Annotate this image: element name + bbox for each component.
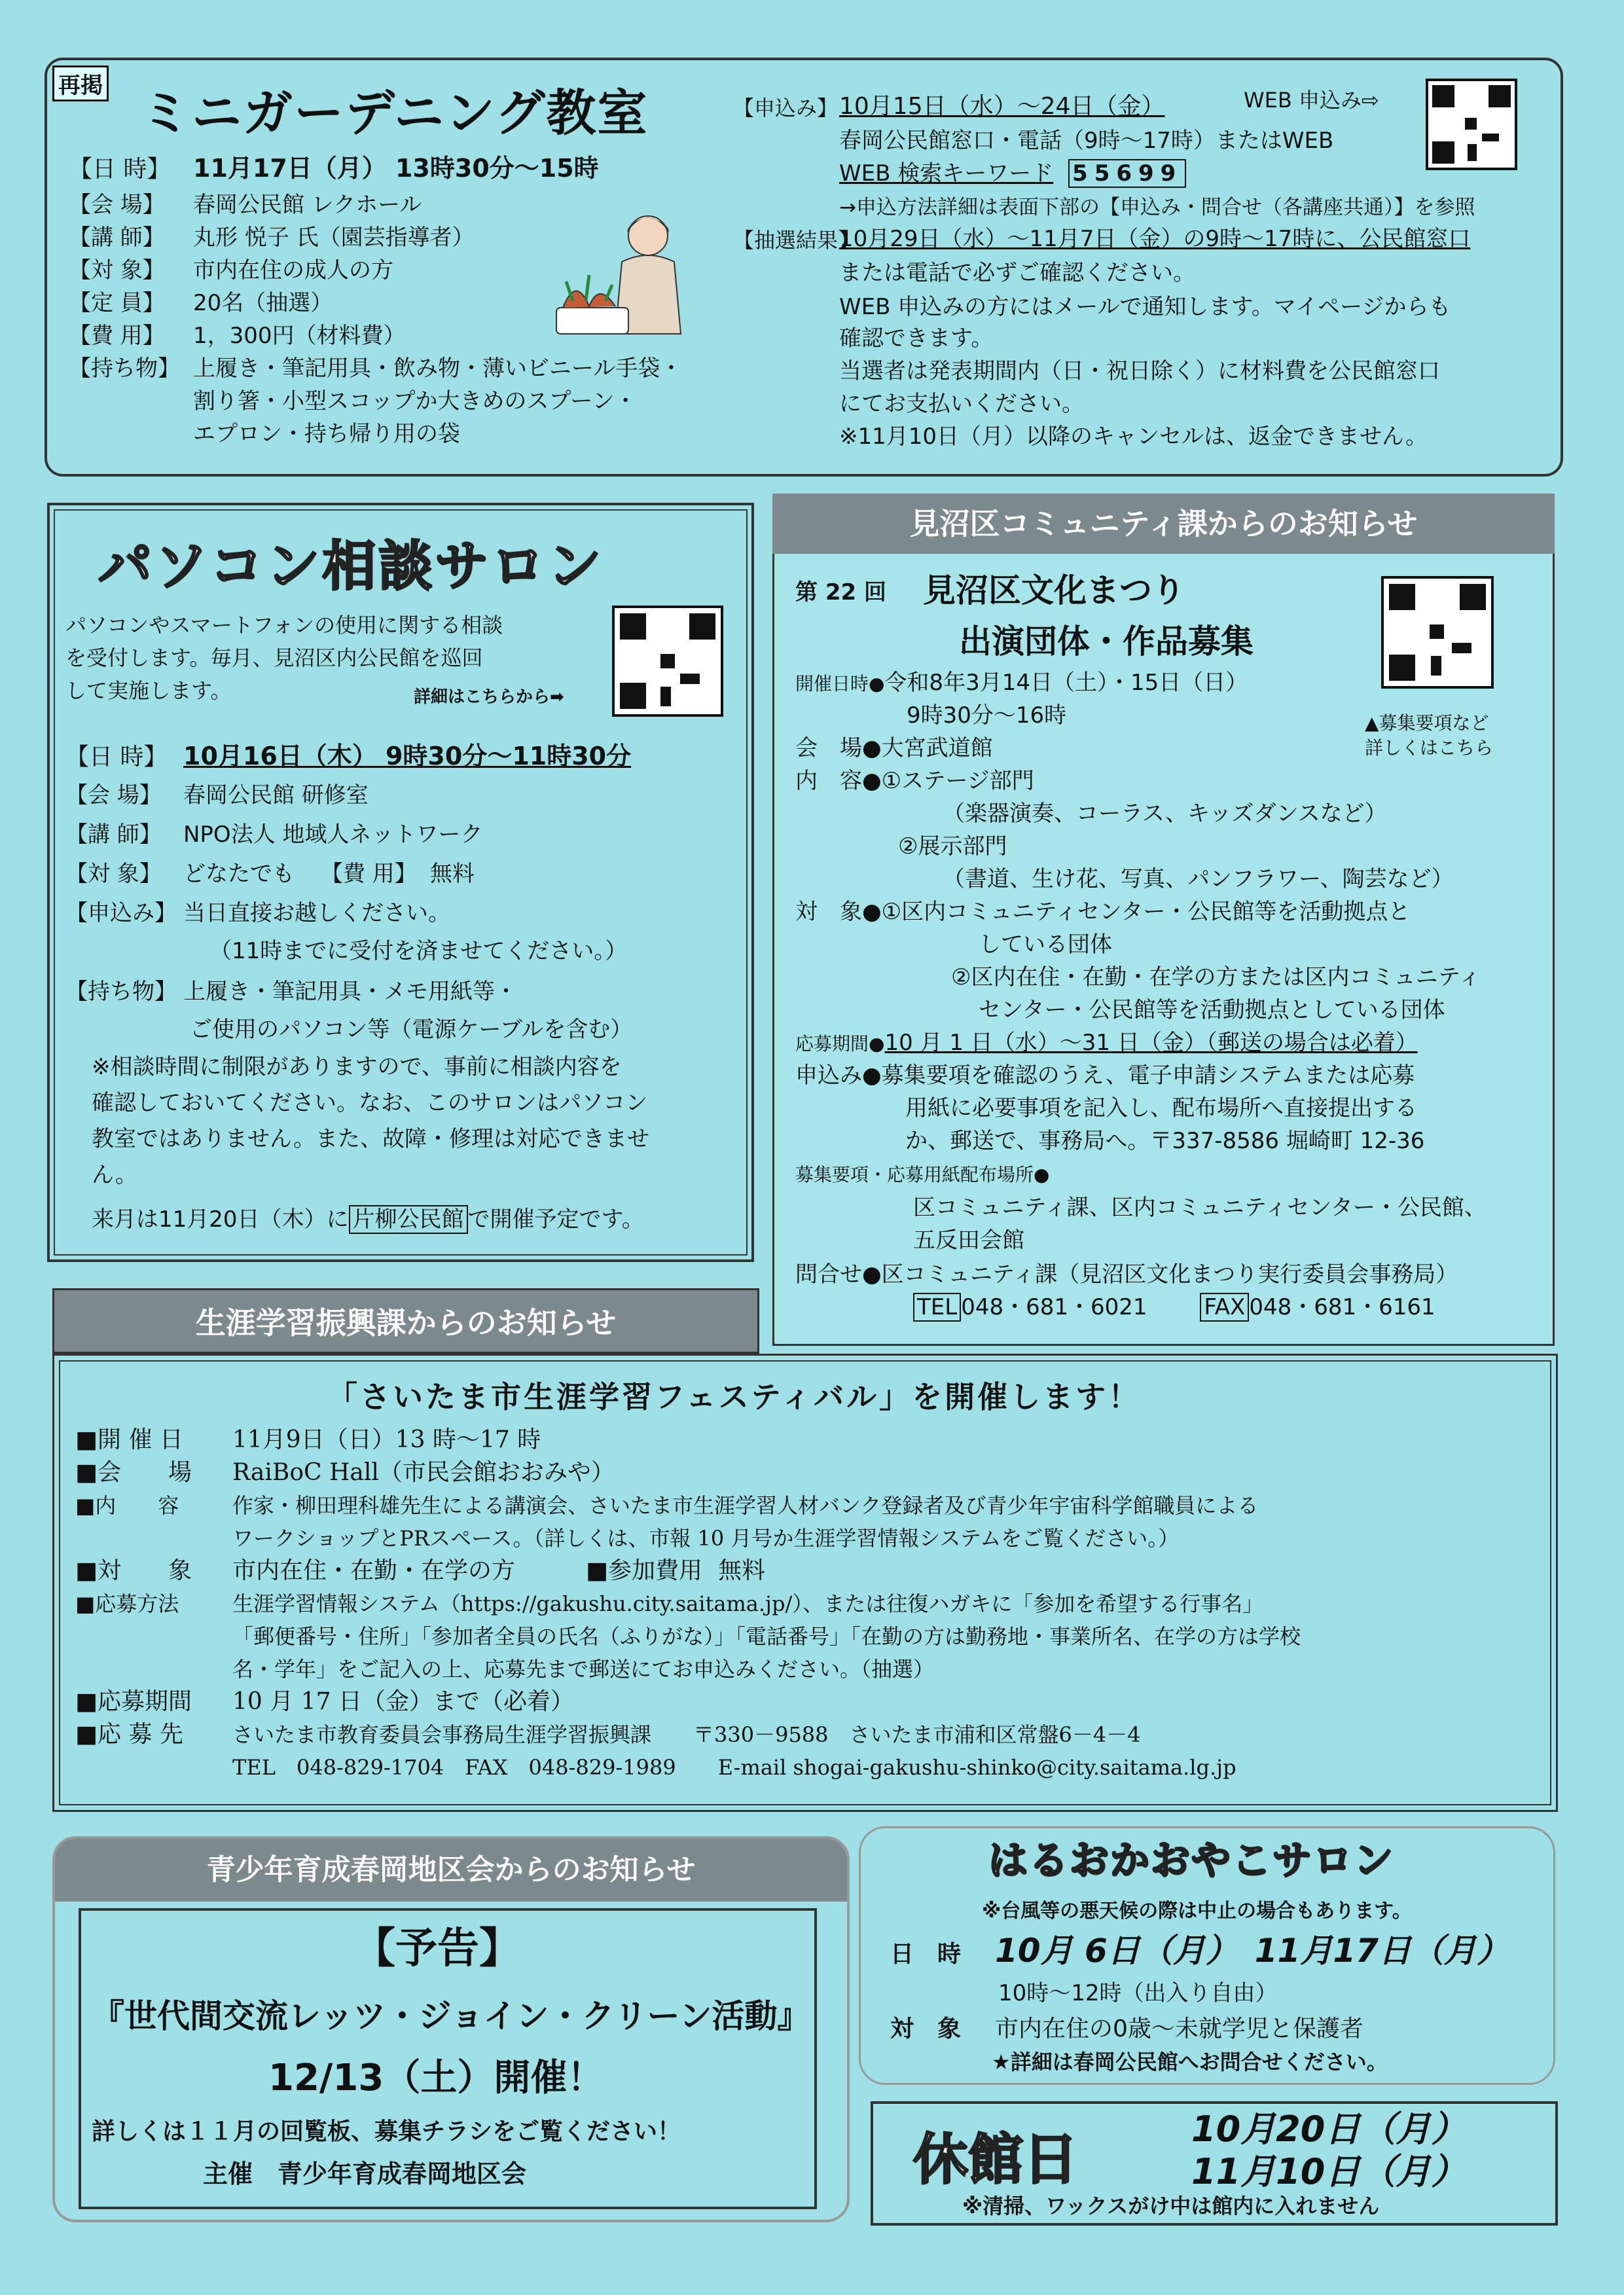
lifelong-destination: さいたま市教育委員会事務局生涯学習振興課 〒330－9588 さいたま市浦和区常盤6－4－4: [232, 1722, 1141, 1747]
label: 日 時: [890, 1941, 962, 1968]
gardening-venue: 春岡公民館 レクホール: [193, 192, 422, 218]
gardening-capacity: 20名（抽選）: [193, 290, 333, 316]
community-fax: 048・681・6161: [1249, 1294, 1435, 1320]
closed-date-2: 11月10日（月）: [1191, 2151, 1467, 2192]
community-content-2-detail: （書道、生け花、写真、パンフラワー、陶芸など）: [943, 866, 1454, 892]
youth-header: 青少年育成春岡地区会からのお知らせ: [55, 1839, 847, 1902]
label: 対 象: [890, 2015, 962, 2042]
label: ■開 催 日: [75, 1426, 183, 1453]
pc-items-2: ご使用のパソコン等（電源ケーブルを含む）: [190, 1017, 633, 1043]
community-target-1a: ①区内コミュニティセンター・公民館等を活動拠点と: [881, 899, 1411, 925]
label: 【対 象】: [65, 861, 162, 887]
pc-date: 10月16日（木） 9時30分～11時30分: [183, 742, 632, 770]
community-target-2a: ②区内在住・在勤・在学の方または区内コミュニティ: [951, 964, 1481, 990]
apply-note: →申込方法詳細は表面下部の【申込み・問合せ（各講座共通）】を参照: [839, 196, 1475, 219]
pc-target: どなたでも: [183, 861, 295, 887]
community-contact: 区コミュニティ課（見沼区文化まつり実行委員会事務局）: [881, 1261, 1458, 1288]
pc-details-link[interactable]: 詳細はこちらから➡: [414, 687, 564, 707]
pc-note-1: ※相談時間に制限がありますので、事前に相談内容を: [92, 1054, 622, 1080]
lottery-line2: または電話で必ずご確認ください。: [839, 260, 1195, 286]
lottery-line4: 確認できます。: [839, 325, 994, 352]
pc-intro-2: を受付します。毎月、見沼区内公民館を巡回: [65, 645, 483, 670]
pc-salon-title: パソコン相談サロン: [98, 535, 604, 598]
community-content-1-detail: （楽器演奏、コーラス、キッズダンスなど）: [943, 801, 1387, 827]
lifelong-content-1: 作家・柳田理科雄先生による講演会、さいたま市生涯学習人材バンク登録者及び青少年宇宙科学館職員による: [232, 1493, 1259, 1518]
apply-label: 【申込み】: [733, 96, 839, 120]
label: 会 場●: [795, 735, 882, 761]
gardening-lecturer: 丸形 悦子 氏（園芸指導者）: [193, 225, 475, 251]
fax-label: FAX: [1200, 1293, 1249, 1322]
pc-next-pre: 来月は11月20日（木）に: [92, 1206, 349, 1233]
pc-note-4: ん。: [92, 1162, 138, 1188]
label: ■応募期間: [75, 1688, 192, 1715]
pc-venue: 春岡公民館 研修室: [183, 782, 369, 808]
gardening-items-cont1: 割り箸・小型スコップか大きめのスプーン・: [193, 388, 637, 414]
pc-apply: 当日直接お越しください。: [183, 900, 450, 926]
label: 問合せ●: [795, 1261, 882, 1288]
community-title-1: 見沼区文化まつり: [923, 571, 1185, 609]
lottery-line7: ※11月10日（月）以降のキャンセルは、返金できません。: [839, 424, 1428, 450]
label: 【定 員】: [69, 290, 165, 316]
lifelong-target: 市内在住・在勤・在学の方: [232, 1557, 516, 1584]
closed-days-title: 休館日: [913, 2127, 1079, 2192]
label: 【申込み】: [65, 900, 177, 926]
label: ■対 象: [75, 1557, 192, 1584]
youth-detail: 詳しくは１１月の回覧板、募集チラシをご覧ください！: [92, 2118, 681, 2145]
label: ■参加費用: [586, 1557, 703, 1584]
label: 【講 師】: [65, 822, 162, 848]
label: 【費 用】: [69, 323, 165, 349]
label: 【日 時】: [69, 156, 171, 183]
gardening-items-cont2: エプロン・持ち帰り用の袋: [193, 421, 460, 447]
apply-date: 10月15日（水）～24日（金）: [839, 93, 1165, 120]
community-qr-note-2: 詳しくはこちら: [1365, 737, 1494, 759]
community-content-1: ①ステージ部門: [881, 768, 1034, 794]
label: 応募期間●: [795, 1033, 885, 1055]
gardening-items: 上履き・筆記用具・飲み物・薄いビニール手袋・: [193, 355, 683, 382]
community-title-2: 出演団体・作品募集: [959, 623, 1254, 660]
label: ■応募方法: [75, 1591, 179, 1616]
community-header: 見沼区コミュニティ課からのお知らせ: [772, 494, 1555, 554]
youth-host: 主催 青少年育成春岡地区会: [203, 2159, 527, 2188]
label: 【対 象】: [69, 257, 165, 283]
web-keyword: 55699: [1068, 159, 1186, 188]
lifelong-method-1: 生涯学習情報システム（https://gakushu.city.saitama.jp/）、または往復ハガキに「参加を希望する行事名」: [232, 1591, 1264, 1616]
pc-next-post: で開催予定です。: [467, 1206, 644, 1233]
community-target-2b: センター・公民館等を活動拠点としている団体: [979, 997, 1445, 1023]
community-dist-label: 募集要項・応募用紙配布場所●: [795, 1164, 1050, 1185]
oyako-target: 市内在住の0歳～未就学児と保護者: [995, 2015, 1363, 2042]
community-apply-3: か、郵送で、事務局へ。〒337-8586 堀崎町 12-36: [905, 1128, 1425, 1154]
pc-intro-3: して実施します。: [65, 678, 232, 703]
label: 【持ち物】: [65, 979, 177, 1005]
label: ■会 場: [75, 1459, 192, 1486]
community-venue: 大宮武道館: [881, 735, 993, 761]
label: ■内 容: [75, 1493, 179, 1518]
youth-event: 『世代間交流レッツ・ジョイン・クリーン活動』: [92, 1997, 810, 2035]
pc-apply-note: （11時までに受付を済ませてください。）: [209, 938, 628, 964]
web-apply-label: WEB 申込み⇨: [1244, 88, 1379, 113]
web-keyword-label: WEB 検索キーワード: [839, 160, 1054, 187]
label: 【会 場】: [69, 192, 165, 218]
oyako-inquiry: ★詳細は春岡公民館へお問合せください。: [992, 2050, 1388, 2074]
lifelong-fee: 無料: [718, 1557, 766, 1584]
lifelong-contact: TEL 048-829-1704 FAX 048-829-1989 E-mail shogai-gakushu-shinko@city.saitama.lg.jp: [232, 1755, 1236, 1780]
lottery-line5: 当選者は発表期間内（日・祝日除く）に材料費を公民館窓口: [839, 358, 1440, 384]
lottery-line1: 10月29日（水）～11月7日（金）の9時～17時に、公民館窓口: [839, 226, 1471, 252]
label: 【日 時】: [65, 744, 168, 770]
community-time: 9時30分～16時: [907, 702, 1067, 729]
lifelong-method-2: 「郵便番号・住所」「参加者全員の氏名（ふりがな）」「電話番号」「在勤の方は勤務地・事業所名、在学の方は学校: [232, 1624, 1301, 1649]
community-dist-2: 五反田会館: [913, 1227, 1024, 1254]
pc-qr-code[interactable]: [612, 605, 723, 717]
lifelong-date: 11月9日（日）13 時～17 時: [232, 1426, 541, 1453]
community-edition: 第 22 回: [795, 579, 886, 605]
gardening-date: 11月17日（月） 13時30分～15時: [193, 154, 599, 183]
oyako-time: 10時～12時（出入り自由）: [998, 1980, 1278, 2006]
community-qr-note-1: ▲募集要項など: [1365, 712, 1489, 734]
label: 申込み●: [795, 1062, 882, 1089]
community-qr-code[interactable]: [1381, 576, 1494, 689]
label: 開催日時●: [795, 673, 885, 695]
youth-notice: 【予告】: [353, 1925, 521, 1973]
lifelong-title: 「さいたま市生涯学習フェスティバル」を開催します！: [327, 1379, 1142, 1415]
community-content-2: ②展示部門: [898, 833, 1007, 859]
community-period: 10 月 1 日（水）～31 日（金）（郵送の場合は必着）: [884, 1030, 1418, 1056]
lifelong-period: 10 月 17 日（金）まで（必着）: [232, 1688, 574, 1715]
label: 【費 用】: [321, 861, 417, 887]
community-apply-1: 募集要項を確認のうえ、電子申請システムまたは応募: [881, 1062, 1415, 1089]
closed-note: ※清掃、ワックスがけ中は館内に入れません: [962, 2194, 1380, 2218]
gardening-target: 市内在住の成人の方: [193, 257, 393, 283]
gardening-illustration: [550, 196, 694, 340]
label: 【会 場】: [65, 782, 162, 808]
community-apply-2: 用紙に必要事項を記入し、配布場所へ直接提出する: [905, 1095, 1417, 1121]
label: 内 容●: [795, 768, 882, 794]
closed-date-1: 10月20日（月）: [1191, 2108, 1467, 2150]
apply-method: 春岡公民館窓口・電話（9時～17時）またはWEB: [839, 128, 1334, 154]
tel-label: TEL: [913, 1293, 961, 1322]
gardening-qr-code[interactable]: [1426, 79, 1517, 170]
community-tel: 048・681・6021: [961, 1294, 1147, 1320]
pc-note-3: 教室ではありません。また、故障・修理は対応できませ: [92, 1126, 650, 1152]
community-dist-1: 区コミュニティ課、区内コミュニティセンター・公民館、: [913, 1195, 1487, 1221]
label: 対 象●: [795, 899, 882, 925]
label: 【講 師】: [69, 225, 165, 251]
community-target-1b: している団体: [979, 931, 1112, 958]
pc-fee: 無料: [429, 861, 475, 887]
oyako-date: 10月 6日（月） 11月17日（月）: [995, 1932, 1509, 1970]
youth-date: 12/13（土）開催！: [268, 2057, 604, 2099]
lifelong-method-3: 名・学年」をご記入の上、応募先まで郵送にてお申込みください。（抽選）: [232, 1657, 935, 1682]
pc-items: 上履き・筆記用具・メモ用紙等・: [183, 979, 517, 1005]
lifelong-venue: RaiBoC Hall（市民会館おおみや）: [232, 1459, 615, 1486]
oyako-title: はるおかおやこサロン: [988, 1838, 1394, 1884]
gardening-title: ミニガーデニング教室: [141, 84, 649, 142]
lottery-line3: WEB 申込みの方にはメールで通知します。マイページからも: [839, 294, 1451, 320]
community-date: 令和8年3月14日（土）・15日（日）: [884, 670, 1248, 696]
lottery-label: 【抽選結果】: [733, 228, 859, 253]
lottery-line6: にてお支払いください。: [839, 391, 1084, 417]
label: 【持ち物】: [69, 355, 180, 382]
pc-intro-1: パソコンやスマートフォンの使用に関する相談: [65, 613, 503, 638]
lifelong-header: 生涯学習振興課からのお知らせ: [52, 1288, 759, 1354]
repost-tag: 再掲: [52, 65, 109, 101]
oyako-notice: ※台風等の悪天候の際は中止の場合もあります。: [982, 1900, 1412, 1923]
gardening-fee: 1，300円（材料費）: [193, 323, 406, 349]
pc-lecturer: NPO法人 地域人ネットワーク: [183, 822, 483, 848]
pc-note-2: 確認しておいてください。なお、このサロンはパソコン: [92, 1090, 648, 1116]
lifelong-content-2: ワークショップとPRスペース。（詳しくは、市報 10 月号か生涯学習情報システムをご覧ください。）: [232, 1526, 1180, 1551]
label: ■応 募 先: [75, 1721, 183, 1748]
pc-next-place: 片柳公民館: [349, 1205, 468, 1234]
